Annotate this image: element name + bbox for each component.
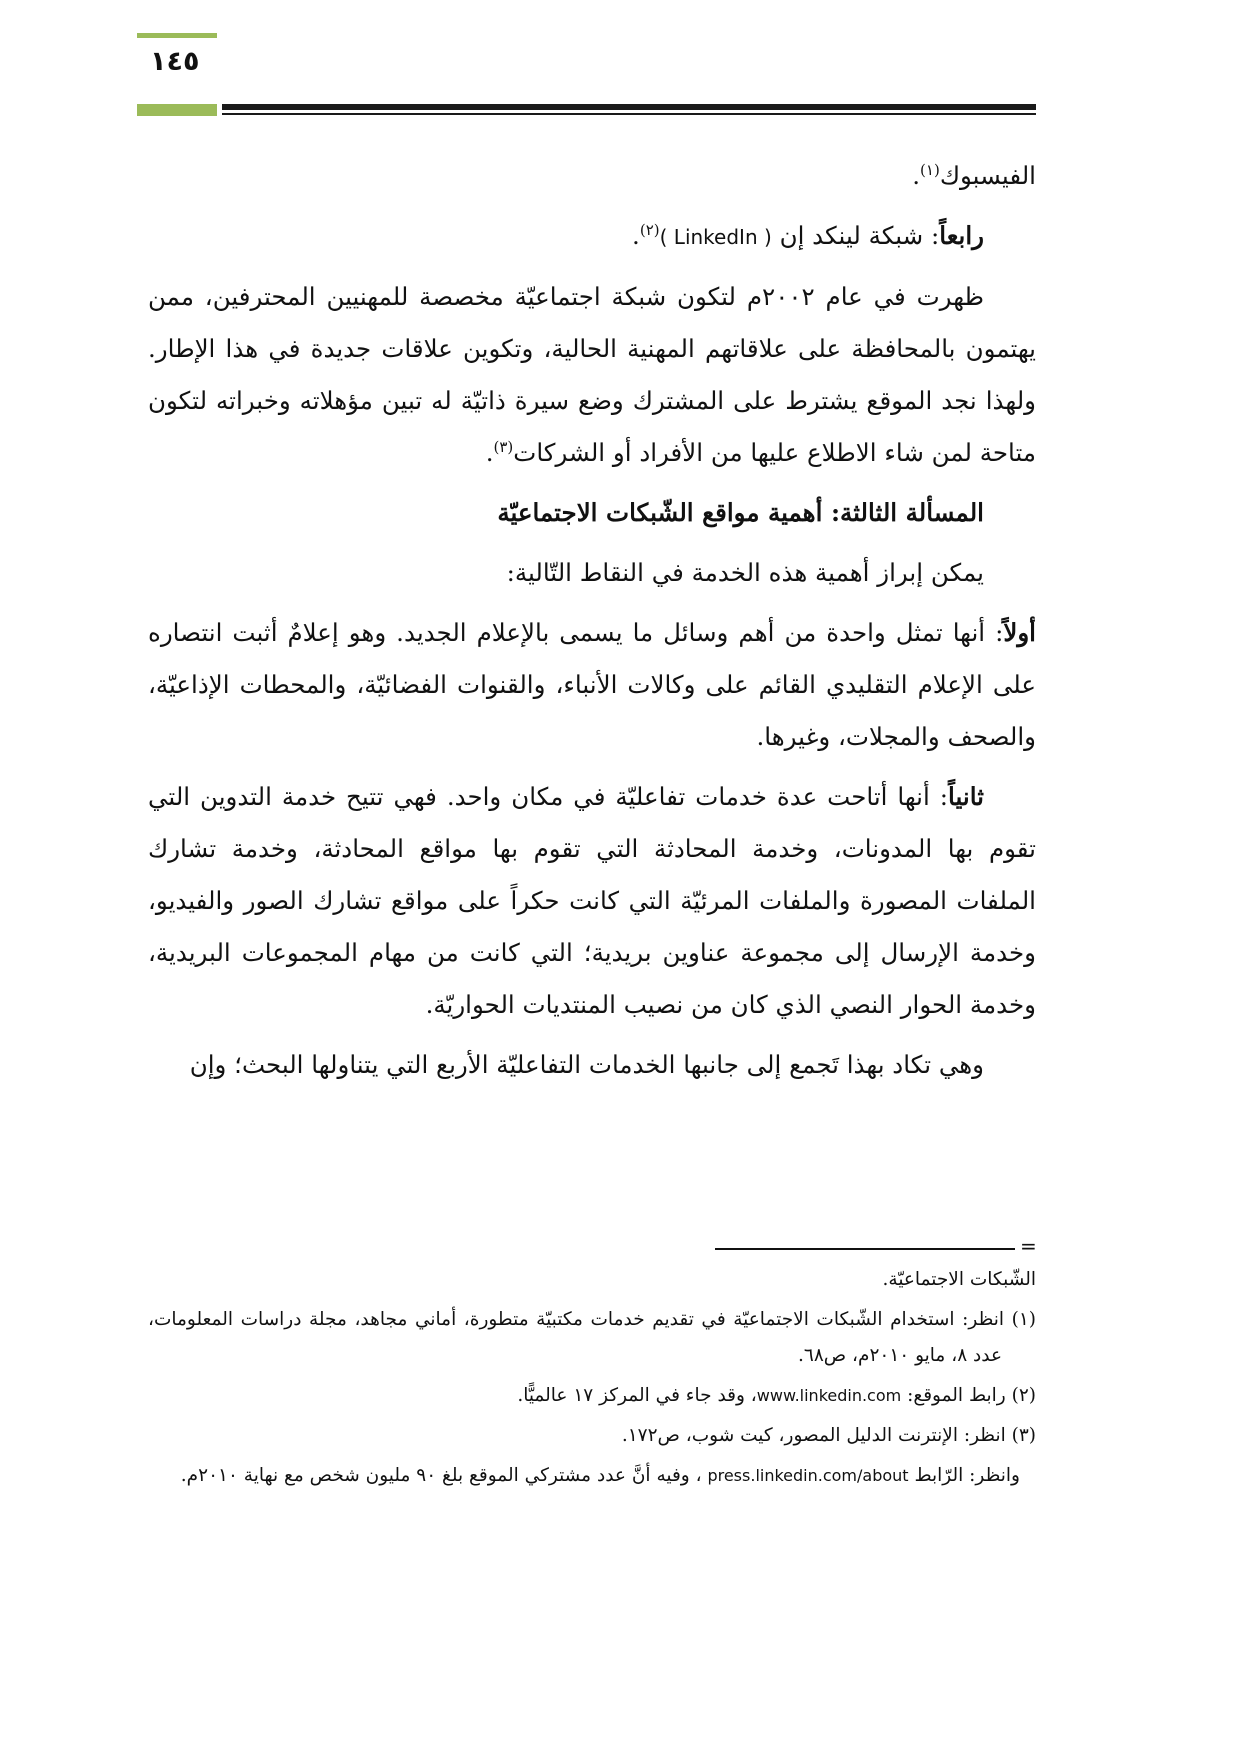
item-label: رابعاً	[939, 221, 984, 250]
paragraph-linkedin-title	[148, 210, 1036, 263]
footnote-link[interactable]: www.linkedin.com	[756, 1386, 902, 1405]
body-text	[148, 150, 1036, 1099]
footnote-ref[interactable]: (٢)	[639, 220, 660, 239]
footnote-continuation-marker: =	[1020, 1234, 1037, 1258]
section-heading: المسألة الثالثة: أهمية مواقع الشّبكات الاجتماعيّة	[497, 498, 984, 527]
paragraph-text: الفيسبوك	[939, 161, 1036, 190]
paragraph-continuation: وهي تكاد بهذا تَجمع إلى جانبها الخدمات التفاعليّة الأربع التي يتناولها البحث؛ وإن	[189, 1050, 984, 1079]
paragraph-text: شبكة لينكد إن	[771, 221, 931, 250]
header-rule-thick	[222, 104, 1036, 110]
footnote-continued: الشّبكات الاجتماعيّة.	[882, 1269, 1036, 1290]
footnote-ref[interactable]: (١)	[920, 160, 940, 179]
footnote-text: ، وقد جاء في المركز ١٧ عالميًّا.	[517, 1385, 757, 1406]
paragraph-linkedin-description	[148, 271, 1036, 479]
footnote-text: (٢) رابط الموقع:	[901, 1385, 1036, 1406]
footnote-3-extra	[148, 1458, 1036, 1494]
item-label: أولاً	[1003, 618, 1036, 647]
paragraph-text: : أنها تمثل واحدة من أهم وسائل ما يسمى بالإعلام الجديد. وهو إعلامٌ أثبت انتصاره على الإعلام التقليدي القائم على وكالات الأنباء، والقنوات الفضائيّة، والمحطات الإذاعيّة، والصحف والمجلات، وغيرها.	[148, 618, 1036, 751]
footnote-1: (١) انظر: استخدام الشّبكات الاجتماعيّة في تقديم خدمات مكتبيّة متطورة، أماني مجاهد، مجلة دراسات المعلومات، عدد ٨، مايو ٢٠١٠م، ص٦٨.	[148, 1309, 1036, 1366]
footnotes	[148, 1238, 1036, 1498]
paragraph-first-point	[148, 607, 1036, 763]
page-number: ١٤٥	[150, 46, 200, 77]
footnote-link[interactable]: press.linkedin.com/about	[707, 1466, 909, 1485]
paragraph-facebook	[148, 150, 1036, 202]
paragraph-text: ظهرت في عام ٢٠٠٢م لتكون شبكة اجتماعيّة مخصصة للمهنيين المحترفين، ممن يهتمون بالمحافظة على علاقاتهم المهنية الحالية، وتكوين علاقات جديدة في هذا الإطار. ولهذا نجد الموقع يشترط على المشترك وضع سيرة ذاتيّة له تبين مؤهلاته وخبراته لتكون متاحة لمن شاء الاطلاع عليها من الأفراد أو الشركات	[148, 282, 1036, 467]
footnote-text: وانظر: الرّابط	[908, 1465, 1020, 1486]
item-label: ثانياً	[948, 782, 984, 811]
footnote-ref[interactable]: (٣)	[493, 437, 514, 456]
paragraph-second-point	[148, 771, 1036, 1031]
footnote-3: (٣) انظر: الإنترنت الدليل المصور، كيت شوب، ص١٧٢.	[621, 1425, 1036, 1446]
punctuation: .	[632, 221, 640, 250]
footnote-2	[148, 1378, 1036, 1414]
paragraph-intro: يمكن إبراز أهمية هذه الخدمة في النقاط التّالية:	[506, 558, 984, 587]
header-rule	[222, 104, 1036, 116]
accent-bar-bottom	[137, 104, 217, 116]
punctuation: :	[930, 221, 940, 250]
header-rule-thin	[222, 113, 1036, 115]
footnote-text: ، وفيه أنَّ عدد مشتركي الموقع بلغ ٩٠ مليون شخص مع نهاية ٢٠١٠م.	[180, 1465, 708, 1486]
punctuation: .	[912, 161, 921, 190]
paragraph-text: : أنها أتاحت عدة خدمات تفاعليّة في مكان واحد. فهي تتيح خدمة التدوين التي تقوم بها المدونات، وخدمة المحادثة التي تقوم بها مواقع المحادثة، وخدمة تشارك الملفات المصورة والملفات المرئيّة التي كانت حكراً على مواقع تشارك الصور والفيديو، وخدمة الإرسال إلى مجموعة عناوين بريدية؛ التي كانت من مهام المجموعات البريدية، وخدمة الحوار النصي الذي كان من نصيب المنتديات الحواريّة.	[148, 782, 1036, 1019]
latin-term: ( LinkedIn )	[659, 225, 772, 249]
accent-bar-top	[137, 33, 217, 38]
punctuation: .	[485, 438, 494, 467]
